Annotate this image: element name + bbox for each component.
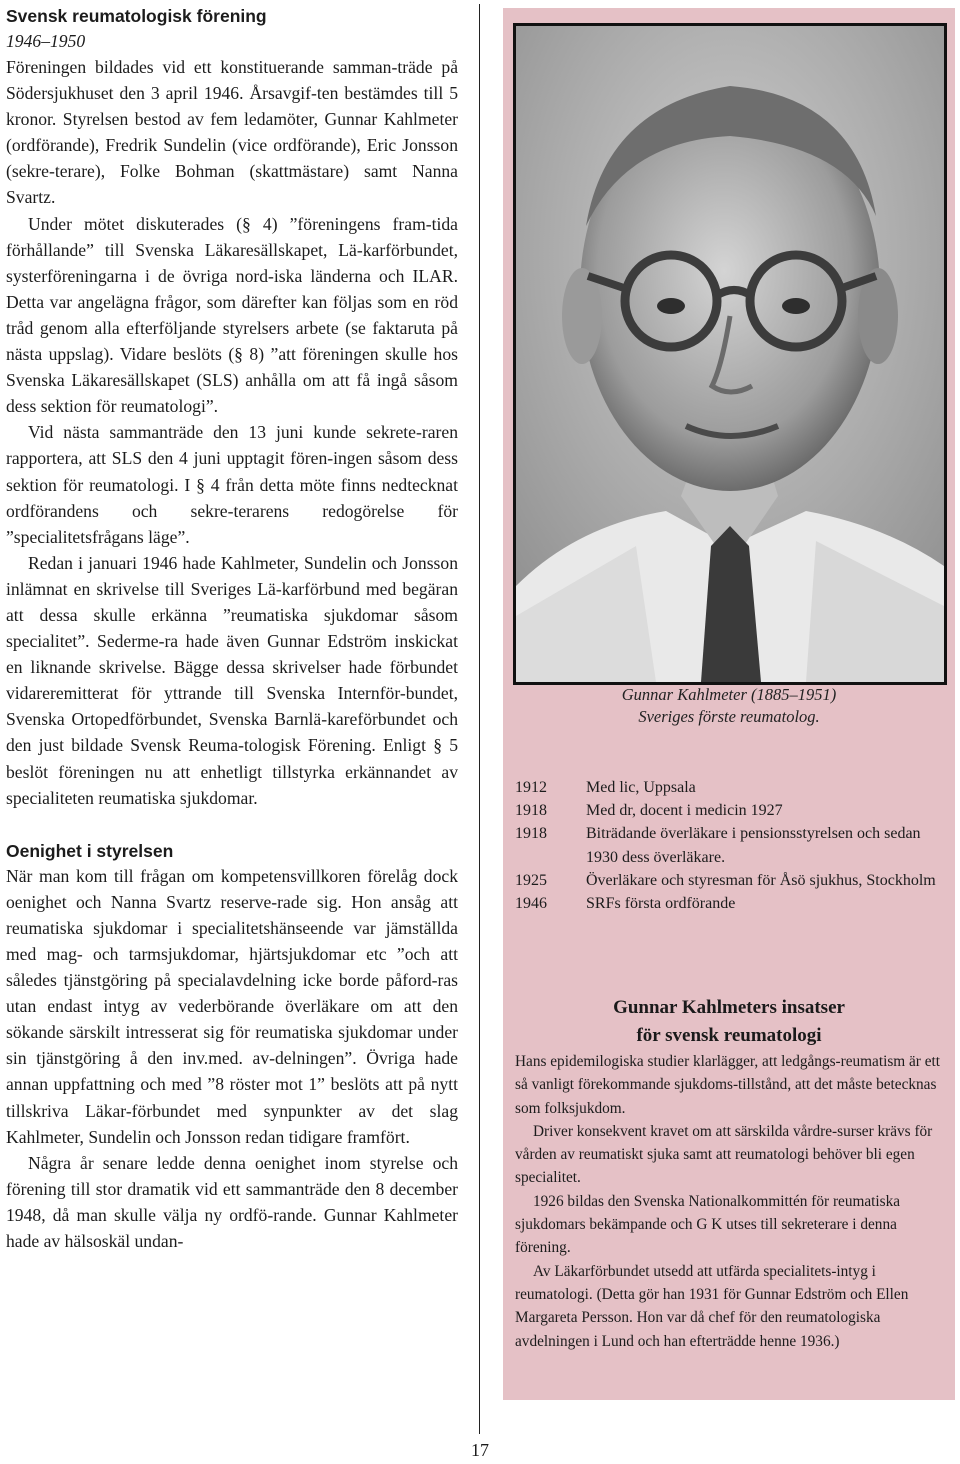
biography-sidebar xyxy=(503,8,955,1400)
section-heading: Svensk reumatologisk förening xyxy=(6,6,267,26)
fact-box-title-line: för svensk reumatologi xyxy=(636,1025,822,1046)
fact-box-title-line: Gunnar Kahlmeters insatser xyxy=(613,997,845,1018)
fact-paragraph: 1926 bildas den Svenska Nationalkommittén för reumatiska sjukdomars bekämpande och G K utses till sekreterare i denna förening. xyxy=(515,1192,901,1257)
portrait-photo-frame xyxy=(513,23,947,685)
paragraph: Vid nästa sammanträde den 13 juni kunde sekrete-raren rapportera, att SLS den 4 juni upptagit fören-ingen såsom dess sektion för reumatologi. I § 4 från detta möte finns nedtecknat ordförandens och sekre-terarens redogörelse för ”specialitetsfrågans läge”. xyxy=(6,422,458,547)
timeline-text: Med dr, docent i medicin 1927 xyxy=(586,802,783,820)
fact-paragraph: Av Läkarförbundet utsedd att utfärda specialitets-intyg i reumatologi. (Detta gör han 1931 för Gunnar Edström och Ellen Margareta Persson. Hon var då chef för den reumatologiska avdelningen i Lund och han efterträdde henne 1936.) xyxy=(515,1262,909,1350)
timeline-text: Biträdande överläkare i pensionsstyrelsen och sedan 1930 dess överläkare. xyxy=(586,825,921,866)
caption-description: Sveriges förste reumatolog. xyxy=(638,707,820,726)
timeline-year: 1912 xyxy=(515,779,547,796)
column-divider xyxy=(479,4,480,1434)
fact-box-title xyxy=(503,994,955,1050)
timeline-year: 1918 xyxy=(515,802,547,820)
timeline-row xyxy=(515,776,947,799)
timeline-year: 1918 xyxy=(515,825,547,843)
timeline-row xyxy=(515,869,947,892)
paragraph: När man kom till frågan om kompetensvillkoren förelåg dock oenighet och Nanna Svartz reserve-rade sig. Hon ansåg att reumatiska sjukdomar i specialitetshänseende var jämställda med mag- och tarmsjukdomar, hjärtsjukdomar etc ”och att således tjänstgöring på specialavdelning icke borde påford-ras utan endast intyg av vederbörande överläkare om att den sökande särskilt intresserat sig för reumatiska sjukdomar under sin tjänstgöring å den inv.med. av-delningen”. Övriga hade annan uppfattning och med ”8 röster mot 1” beslöts att på nytt tillskriva Läkar-förbundet med synpunkter av det slag Kahlmeter, Sundelin och Jonsson redan tidigare framfört. xyxy=(6,865,458,1147)
caption-name: Gunnar Kahlmeter (1885–1951) xyxy=(621,685,837,704)
section-period: 1946–1950 xyxy=(6,31,86,51)
timeline-text: Med lic, Uppsala xyxy=(586,779,696,796)
fact-paragraph: Driver konsekvent kravet om att särskilda vårdre-surser krävs för vården av reumatiskt sjuka samt att reumatologi behöver bli egen specialitet. xyxy=(515,1122,933,1187)
page-number: 17 xyxy=(471,1440,489,1460)
timeline-row xyxy=(515,892,947,915)
paragraph: Redan i januari 1946 hade Kahlmeter, Sundelin och Jonsson inlämnat en skrivelse till Sveriges Lä-karförbund med begäran att dessa skulle erkänna ”reumatiska sjukdomar såsom specialitet”. Sederme-ra hade även Gunnar Edström inskickat en liknande skrivelse. Bägge dessa skrivelser hade förbundet vidareremitterat för yttrande till Svenska Internför-bundet, Svenska Ortopedförbundet, Svenska Barnlä-kareförbundet och den just bildade Svensk Reuma-tologisk Förening. Enligt § 5 beslöt föreningen nu att enhetligt tillstyrka erkännandet av specialiteten reumatiska sjukdomar. xyxy=(6,552,458,808)
subsection-heading: Oenighet i styrelsen xyxy=(6,840,174,861)
paragraph: Föreningen bildades vid ett konstituerande samman-träde på Södersjukhuset den 3 april 1946. Årsavgif-ten bestämdes till 5 kronor. Styrelsen bestod av fem ledamöter, Gunnar Kahlmeter (ordförande), Fredrik Sundelin (vice ordförande), Eric Jonsson (sekre-terare), Folke Bohman (skattmästare) samt Nanna Svartz. xyxy=(6,57,458,208)
timeline-text: SRFs första ordförande xyxy=(586,895,736,913)
photo-caption xyxy=(503,684,955,728)
career-timeline xyxy=(515,776,947,915)
paragraph: Under mötet diskuterades (§ 4) ”föreningens fram-tida förhållande” till Svenska Läkaresällskapet, Lä-karförbundet, systerföreningarna i de övriga nord-iska länderna och ILAR. Detta var angelägna frågor, som därefter kan följas som en röd tråd genom alla efterföljande styrelsers arbete (se faktaruta på nästa uppslag). Vidare beslöts (§ 8) ”att föreningen skulle hos Svenska Läkaresällskapet (SLS) anhålla om att få ingå såsom dess sektion för reumatologi”. xyxy=(6,213,458,417)
timeline-year: 1925 xyxy=(515,871,547,889)
timeline-year: 1946 xyxy=(515,895,547,913)
portrait-photo xyxy=(516,26,944,682)
timeline-row xyxy=(515,799,947,822)
fact-paragraph: Hans epidemilogiska studier klarlägger, att ledgångs-reumatism är ett så vanligt förekommande sjukdoms-tillstånd, att det måste betecknas som folksjukdom. xyxy=(515,1053,941,1117)
main-text-column xyxy=(6,4,458,1254)
timeline-row xyxy=(515,822,947,868)
timeline-text: Överläkare och styresman för Åsö sjukhus, Stockholm xyxy=(586,871,936,889)
paragraph: Några år senare ledde denna oenighet inom styrelse och förening till stor dramatik vid ett sammanträde den 8 december 1948, då man skulle välja ny ordfö-rande. Gunnar Kahlmeter hade av hälsoskäl undan- xyxy=(6,1152,458,1252)
fact-box-body xyxy=(515,1050,943,1353)
